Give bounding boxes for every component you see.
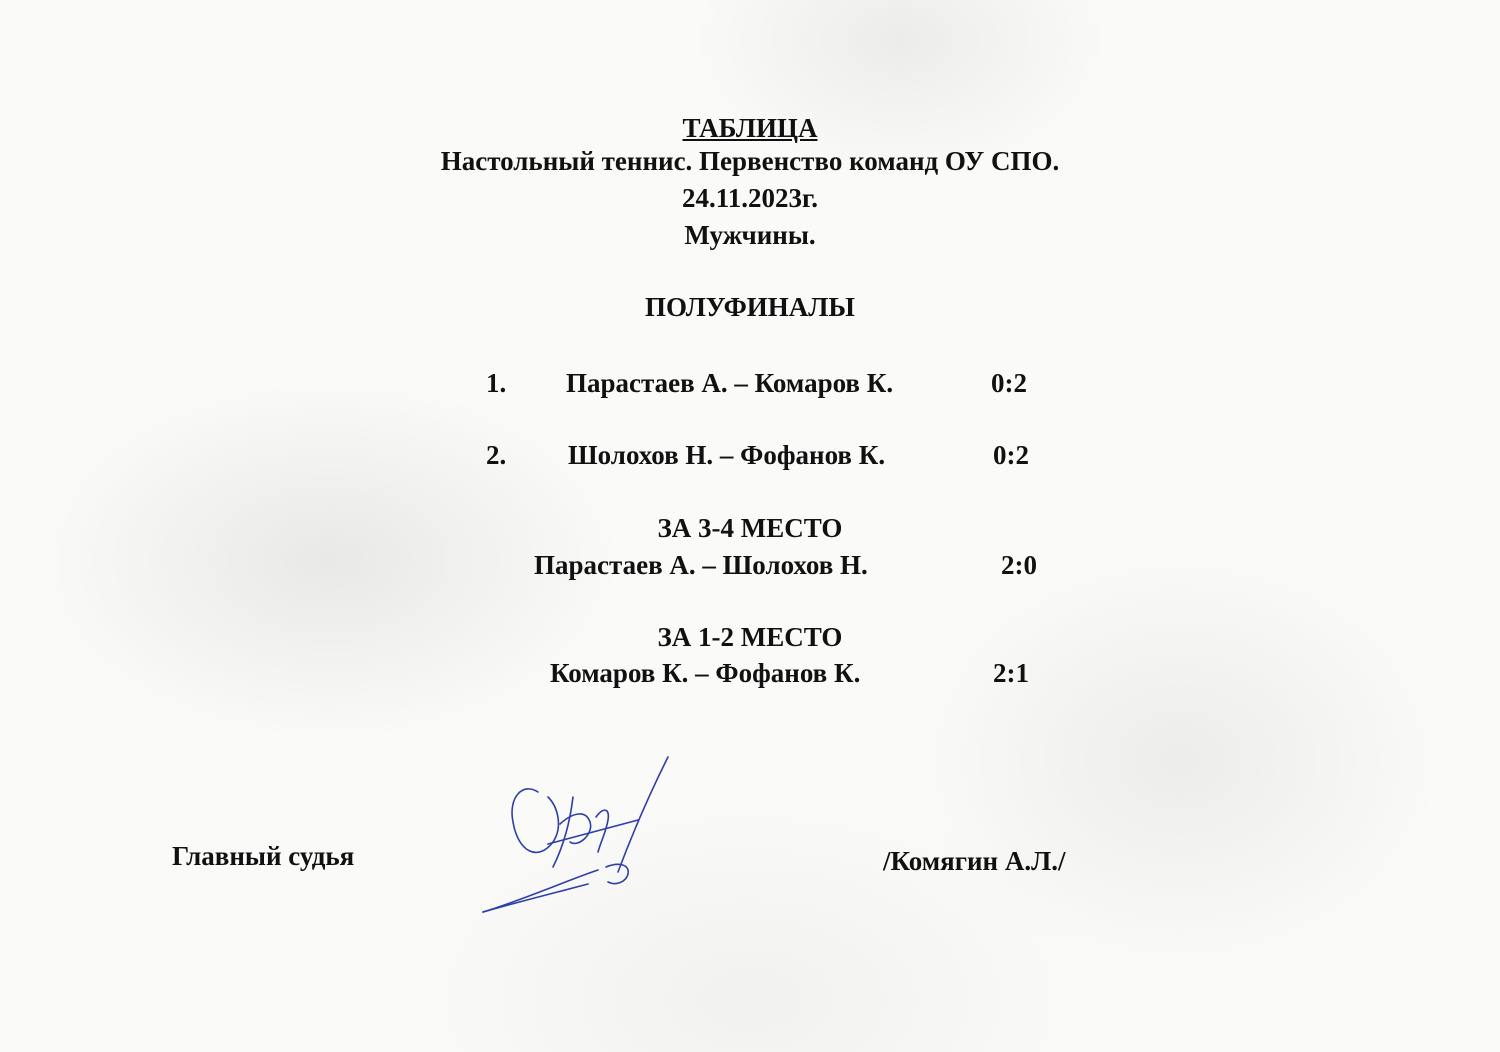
match-score: 0:2 [993, 440, 1029, 470]
match-score: 2:0 [1001, 550, 1037, 580]
final-heading: ЗА 1-2 МЕСТО [657, 622, 843, 652]
handwritten-signature [478, 752, 678, 922]
document-category: Мужчины. [684, 220, 816, 250]
document-date: 24.11.2023г. [682, 183, 818, 213]
judge-role-label: Главный судья [172, 841, 355, 871]
document-title: ТАБЛИЦА [682, 113, 818, 143]
third-place-heading: ЗА 3-4 МЕСТО [657, 513, 843, 543]
match-score: 0:2 [991, 368, 1027, 398]
match-number: 1. [486, 368, 507, 398]
match-score: 2:1 [993, 658, 1029, 688]
semifinals-heading: ПОЛУФИНАЛЫ [645, 292, 855, 322]
match-pair: Комаров К. – Фофанов К. [550, 658, 861, 688]
match-number: 2. [486, 440, 507, 470]
match-pair: Парастаев А. – Комаров К. [566, 368, 894, 398]
match-pair: Шолохов Н. – Фофанов К. [568, 440, 886, 470]
judge-name: /Комягин А.Л./ [883, 846, 1066, 876]
match-pair: Парастаев А. – Шолохов Н. [534, 550, 868, 580]
document-subtitle: Настольный теннис. Первенство команд ОУ СПО. [440, 146, 1060, 176]
